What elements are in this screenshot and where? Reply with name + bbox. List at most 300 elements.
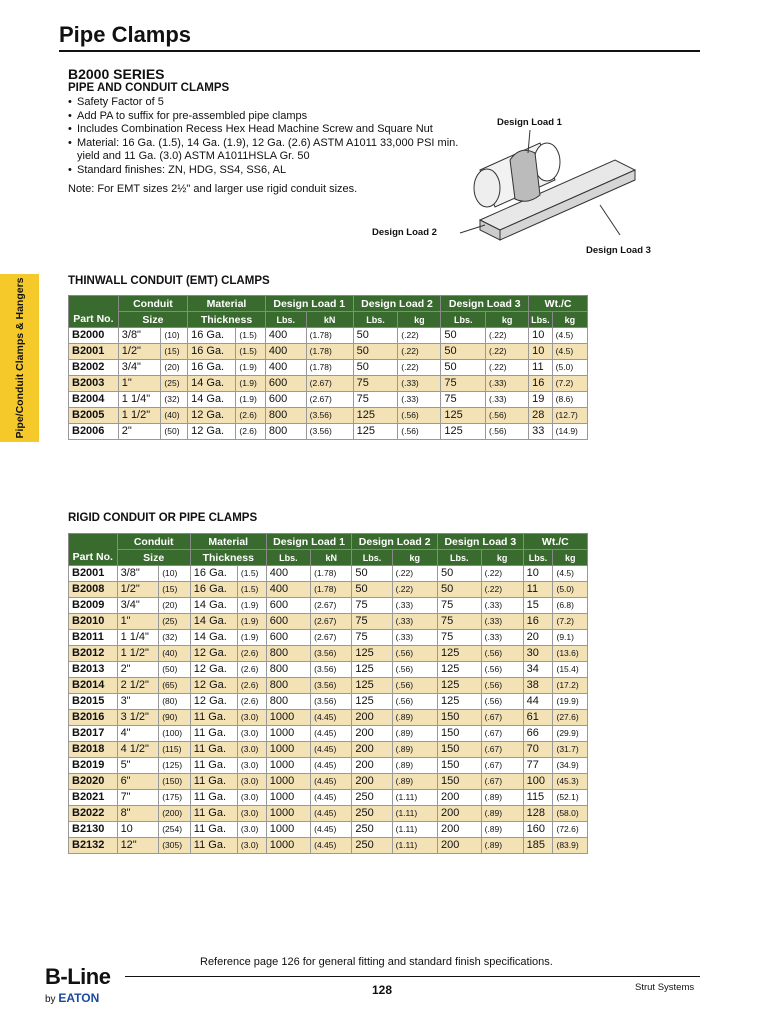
col-thickness: Thickness	[188, 312, 266, 328]
cell-size-in: 2"	[117, 662, 159, 678]
cell-dl2-lbs: 250	[352, 822, 392, 838]
cell-dl1-kn: (3.56)	[306, 424, 353, 440]
cell-thickness-mm: (2.6)	[236, 424, 266, 440]
cell-dl1-kn: (2.67)	[311, 614, 352, 630]
title-rule	[59, 50, 700, 52]
cell-wt-kg: (52.1)	[553, 790, 588, 806]
cell-gauge: 16 Ga.	[190, 566, 237, 582]
cell-wt-lbs: 28	[529, 408, 553, 424]
cell-wt-kg: (15.4)	[553, 662, 588, 678]
cell-gauge: 14 Ga.	[190, 630, 237, 646]
cell-dl1-lbs: 1000	[266, 726, 310, 742]
cell-dl2-kg: (.22)	[398, 360, 441, 376]
cell-dl3-kg: (.89)	[481, 806, 523, 822]
cell-part-no: B2004	[69, 392, 119, 408]
cell-size-mm: (305)	[159, 838, 191, 854]
cell-size-in: 7"	[117, 790, 159, 806]
col-dl1-lbs: Lbs.	[265, 312, 306, 328]
cell-gauge: 14 Ga.	[188, 392, 236, 408]
cell-dl1-kn: (3.56)	[306, 408, 353, 424]
cell-gauge: 12 Ga.	[190, 678, 237, 694]
cell-part-no: B2001	[69, 344, 119, 360]
cell-dl2-lbs: 125	[353, 408, 398, 424]
cell-dl3-lbs: 125	[438, 694, 482, 710]
cell-dl1-kn: (4.45)	[311, 726, 352, 742]
cell-dl3-lbs: 125	[438, 662, 482, 678]
cell-size-in: 2"	[118, 424, 161, 440]
cell-dl1-lbs: 1000	[266, 774, 310, 790]
cell-size-mm: (200)	[159, 806, 191, 822]
col-dl2-kg: kg	[398, 312, 441, 328]
cell-dl3-kg: (.33)	[486, 376, 529, 392]
cell-dl3-kg: (.33)	[486, 392, 529, 408]
cell-wt-lbs: 10	[529, 344, 553, 360]
cell-gauge: 16 Ga.	[188, 360, 236, 376]
cell-size-in: 3/8"	[118, 328, 161, 344]
cell-dl1-lbs: 600	[266, 630, 310, 646]
col-dl3: Design Load 3	[441, 296, 529, 312]
cell-size-mm: (32)	[159, 630, 191, 646]
cell-size-in: 1"	[118, 376, 161, 392]
cell-dl1-kn: (4.45)	[311, 710, 352, 726]
cell-gauge: 12 Ga.	[190, 646, 237, 662]
table-row	[69, 806, 588, 822]
cell-wt-lbs: 11	[529, 360, 553, 376]
cell-dl2-kg: (1.11)	[392, 838, 437, 854]
cell-wt-lbs: 33	[529, 424, 553, 440]
cell-size-mm: (25)	[159, 614, 191, 630]
design-load-1-label: Design Load 1	[497, 117, 562, 128]
cell-wt-lbs: 66	[523, 726, 553, 742]
cell-size-mm: (254)	[159, 822, 191, 838]
cell-wt-lbs: 16	[529, 376, 553, 392]
cell-size-mm: (10)	[161, 328, 188, 344]
cell-wt-kg: (14.9)	[552, 424, 587, 440]
cell-dl2-kg: (.33)	[392, 630, 437, 646]
cell-dl1-kn: (3.56)	[311, 694, 352, 710]
cell-dl2-lbs: 250	[352, 806, 392, 822]
cell-size-mm: (15)	[161, 344, 188, 360]
cell-dl3-lbs: 50	[438, 582, 482, 598]
cell-dl2-kg: (.56)	[392, 646, 437, 662]
cell-dl3-kg: (.67)	[481, 742, 523, 758]
cell-dl2-lbs: 125	[352, 678, 392, 694]
cell-wt-lbs: 30	[523, 646, 553, 662]
cell-dl2-kg: (.33)	[398, 392, 441, 408]
cell-dl3-lbs: 50	[438, 566, 482, 582]
cell-dl2-kg: (1.11)	[392, 822, 437, 838]
cell-size-in: 10	[117, 822, 159, 838]
cell-part-no: B2017	[69, 726, 118, 742]
cell-size-in: 1/2"	[117, 582, 159, 598]
cell-wt-lbs: 128	[523, 806, 553, 822]
cell-dl3-lbs: 125	[441, 408, 486, 424]
table-row	[69, 630, 588, 646]
cell-dl3-lbs: 200	[438, 806, 482, 822]
cell-dl2-lbs: 50	[352, 566, 392, 582]
cell-gauge: 11 Ga.	[190, 838, 237, 854]
cell-gauge: 16 Ga.	[188, 328, 236, 344]
cell-wt-kg: (19.9)	[553, 694, 588, 710]
cell-part-no: B2001	[69, 566, 118, 582]
col-wt: Wt./C	[523, 534, 587, 550]
table-row	[69, 614, 588, 630]
cell-wt-lbs: 115	[523, 790, 553, 806]
cell-wt-kg: (29.9)	[553, 726, 588, 742]
table-row	[69, 662, 588, 678]
cell-dl3-kg: (.67)	[481, 726, 523, 742]
cell-dl1-kn: (4.45)	[311, 742, 352, 758]
col-wt-kg: kg	[553, 550, 588, 566]
cell-dl2-kg: (.56)	[392, 694, 437, 710]
cell-size-in: 1 1/4"	[117, 630, 159, 646]
cell-dl1-lbs: 600	[265, 392, 306, 408]
cell-gauge: 14 Ga.	[190, 614, 237, 630]
cell-gauge: 11 Ga.	[190, 710, 237, 726]
cell-dl1-lbs: 400	[265, 344, 306, 360]
series-title: B2000 SERIES	[68, 66, 165, 82]
cell-wt-kg: (7.2)	[552, 376, 587, 392]
cell-dl2-lbs: 75	[352, 598, 392, 614]
cell-thickness-mm: (1.9)	[236, 360, 266, 376]
cell-dl2-kg: (.89)	[392, 758, 437, 774]
col-dl2-kg: kg	[392, 550, 437, 566]
cell-dl2-kg: (.33)	[392, 598, 437, 614]
col-size: Size	[117, 550, 190, 566]
cell-dl2-lbs: 75	[352, 630, 392, 646]
cell-size-in: 3/8"	[117, 566, 159, 582]
cell-dl1-lbs: 1000	[266, 790, 310, 806]
cell-part-no: B2009	[69, 598, 118, 614]
cell-dl2-kg: (.56)	[398, 424, 441, 440]
cell-dl1-kn: (1.78)	[311, 566, 352, 582]
cell-dl3-kg: (.33)	[481, 614, 523, 630]
cell-size-in: 3/4"	[118, 360, 161, 376]
cell-dl3-lbs: 50	[441, 360, 486, 376]
cell-dl3-kg: (.22)	[481, 566, 523, 582]
cell-wt-kg: (13.6)	[553, 646, 588, 662]
cell-dl1-kn: (4.45)	[311, 790, 352, 806]
cell-dl2-lbs: 50	[353, 328, 398, 344]
cell-dl3-kg: (.89)	[481, 822, 523, 838]
cell-thickness-mm: (3.0)	[237, 742, 266, 758]
cell-dl2-kg: (.22)	[392, 566, 437, 582]
cell-wt-lbs: 10	[523, 566, 553, 582]
cell-dl1-lbs: 400	[266, 582, 310, 598]
cell-dl1-kn: (1.78)	[306, 344, 353, 360]
table-row	[69, 328, 588, 344]
cell-wt-lbs: 70	[523, 742, 553, 758]
cell-thickness-mm: (1.5)	[236, 344, 266, 360]
cell-dl3-kg: (.56)	[481, 662, 523, 678]
table-row	[69, 566, 588, 582]
footer-rule	[125, 976, 700, 977]
cell-part-no: B2020	[69, 774, 118, 790]
cell-gauge: 11 Ga.	[190, 806, 237, 822]
cell-wt-kg: (7.2)	[553, 614, 588, 630]
cell-gauge: 11 Ga.	[190, 790, 237, 806]
cell-size-mm: (175)	[159, 790, 191, 806]
cell-dl1-kn: (2.67)	[306, 392, 353, 408]
col-wt-lbs: Lbs.	[529, 312, 553, 328]
cell-gauge: 11 Ga.	[190, 726, 237, 742]
cell-wt-lbs: 15	[523, 598, 553, 614]
cell-size-mm: (25)	[161, 376, 188, 392]
col-dl1: Design Load 1	[266, 534, 352, 550]
cell-dl2-kg: (1.11)	[392, 790, 437, 806]
cell-dl3-kg: (.89)	[481, 790, 523, 806]
cell-size-mm: (90)	[159, 710, 191, 726]
cell-size-in: 6"	[117, 774, 159, 790]
cell-size-mm: (20)	[161, 360, 188, 376]
rigid-table-body	[69, 566, 588, 854]
cell-dl3-kg: (.33)	[481, 598, 523, 614]
cell-gauge: 11 Ga.	[190, 822, 237, 838]
col-size: Size	[118, 312, 187, 328]
cell-dl1-lbs: 400	[266, 566, 310, 582]
section-side-tab	[0, 274, 39, 442]
cell-size-in: 12"	[117, 838, 159, 854]
cell-part-no: B2010	[69, 614, 118, 630]
cell-dl1-kn: (1.78)	[311, 582, 352, 598]
cell-wt-lbs: 61	[523, 710, 553, 726]
cell-dl2-kg: (.56)	[392, 662, 437, 678]
cell-wt-lbs: 185	[523, 838, 553, 854]
cell-part-no: B2008	[69, 582, 118, 598]
cell-size-mm: (40)	[161, 408, 188, 424]
cell-size-in: 4 1/2"	[117, 742, 159, 758]
cell-wt-lbs: 10	[529, 328, 553, 344]
cell-part-no: B2005	[69, 408, 119, 424]
design-load-3-label: Design Load 3	[586, 245, 651, 256]
cell-dl1-kn: (4.45)	[311, 758, 352, 774]
cell-wt-lbs: 77	[523, 758, 553, 774]
cell-dl3-kg: (.22)	[481, 582, 523, 598]
cell-dl2-lbs: 50	[352, 582, 392, 598]
cell-dl1-kn: (4.45)	[311, 806, 352, 822]
col-dl3-kg: kg	[481, 550, 523, 566]
col-dl3-lbs: Lbs.	[438, 550, 482, 566]
clamp-illustration	[440, 125, 660, 245]
cell-dl3-lbs: 125	[438, 646, 482, 662]
cell-part-no: B2013	[69, 662, 118, 678]
emt-section-title: THINWALL CONDUIT (EMT) CLAMPS	[68, 275, 270, 287]
cell-wt-lbs: 100	[523, 774, 553, 790]
cell-thickness-mm: (2.6)	[237, 662, 266, 678]
cell-dl3-lbs: 150	[438, 726, 482, 742]
cell-size-in: 5"	[117, 758, 159, 774]
cell-gauge: 11 Ga.	[190, 742, 237, 758]
cell-dl3-lbs: 75	[438, 598, 482, 614]
cell-dl2-lbs: 125	[352, 646, 392, 662]
bline-logo: B-Line	[45, 964, 111, 989]
table-row	[69, 646, 588, 662]
footer-section-name: Strut Systems	[635, 982, 695, 993]
cell-dl3-kg: (.56)	[481, 694, 523, 710]
cell-dl2-kg: (.89)	[392, 710, 437, 726]
page-title: Pipe Clamps	[59, 22, 192, 47]
cell-dl2-lbs: 50	[353, 360, 398, 376]
cell-thickness-mm: (2.6)	[236, 408, 266, 424]
cell-thickness-mm: (1.5)	[237, 566, 266, 582]
cell-part-no: B2015	[69, 694, 118, 710]
col-dl2-lbs: Lbs.	[352, 550, 392, 566]
col-dl2-lbs: Lbs.	[353, 312, 398, 328]
cell-thickness-mm: (3.0)	[237, 822, 266, 838]
cell-wt-lbs: 16	[523, 614, 553, 630]
side-tab-label: Pipe/Conduit Clamps & Hangers	[13, 277, 26, 439]
cell-dl3-lbs: 200	[438, 790, 482, 806]
cell-dl3-lbs: 50	[441, 344, 486, 360]
cell-thickness-mm: (1.9)	[237, 630, 266, 646]
cell-thickness-mm: (2.6)	[237, 694, 266, 710]
cell-dl3-kg: (.67)	[481, 758, 523, 774]
cell-dl3-kg: (.33)	[481, 630, 523, 646]
cell-thickness-mm: (3.0)	[237, 726, 266, 742]
cell-dl1-lbs: 1000	[266, 838, 310, 854]
cell-size-in: 1/2"	[118, 344, 161, 360]
cell-size-in: 3/4"	[117, 598, 159, 614]
cell-size-in: 1"	[117, 614, 159, 630]
col-dl3: Design Load 3	[438, 534, 524, 550]
table-row	[69, 376, 588, 392]
feature-item: • Standard finishes: ZN, HDG, SS4, SS6, AL	[68, 164, 468, 178]
cell-gauge: 11 Ga.	[190, 758, 237, 774]
cell-thickness-mm: (1.9)	[236, 376, 266, 392]
cell-gauge: 12 Ga.	[188, 408, 236, 424]
cell-dl3-lbs: 200	[438, 838, 482, 854]
cell-dl2-lbs: 200	[352, 726, 392, 742]
feature-item: • Material: 16 Ga. (1.5), 14 Ga. (1.9), 12 Ga. (2.6) ASTM A1011 33,000 PSI min. yield and 11 Ga. (3.0) ASTM A1011HSLA Gr. 50	[68, 137, 468, 164]
cell-gauge: 12 Ga.	[188, 424, 236, 440]
cell-dl1-kn: (3.56)	[311, 646, 352, 662]
cell-dl1-kn: (2.67)	[311, 598, 352, 614]
cell-wt-lbs: 20	[523, 630, 553, 646]
cell-dl2-lbs: 75	[352, 614, 392, 630]
rigid-table	[68, 533, 588, 854]
col-dl1-lbs: Lbs.	[266, 550, 310, 566]
cell-dl1-lbs: 1000	[266, 742, 310, 758]
table-row	[69, 424, 588, 440]
cell-dl1-lbs: 600	[265, 376, 306, 392]
cell-gauge: 16 Ga.	[188, 344, 236, 360]
cell-size-in: 3"	[117, 694, 159, 710]
cell-part-no: B2021	[69, 790, 118, 806]
feature-list	[68, 96, 468, 177]
cell-dl1-lbs: 800	[266, 678, 310, 694]
cell-dl1-lbs: 800	[266, 662, 310, 678]
cell-dl1-kn: (1.78)	[306, 360, 353, 376]
cell-wt-kg: (6.8)	[553, 598, 588, 614]
cell-size-mm: (100)	[159, 726, 191, 742]
cell-wt-lbs: 19	[529, 392, 553, 408]
cell-part-no: B2011	[69, 630, 118, 646]
cell-dl1-lbs: 600	[266, 614, 310, 630]
eaton-wordmark: EATON	[58, 991, 100, 1005]
cell-wt-kg: (83.9)	[553, 838, 588, 854]
col-dl3-kg: kg	[486, 312, 529, 328]
cell-dl2-lbs: 250	[352, 838, 392, 854]
cell-wt-kg: (12.7)	[552, 408, 587, 424]
table-row	[69, 726, 588, 742]
cell-dl1-lbs: 800	[265, 424, 306, 440]
cell-dl3-lbs: 75	[438, 630, 482, 646]
cell-thickness-mm: (1.9)	[236, 392, 266, 408]
cell-dl2-kg: (.89)	[392, 742, 437, 758]
cell-wt-kg: (17.2)	[553, 678, 588, 694]
cell-dl3-kg: (.56)	[486, 408, 529, 424]
cell-part-no: B2130	[69, 822, 118, 838]
cell-dl3-kg: (.67)	[481, 774, 523, 790]
table-row	[69, 838, 588, 854]
cell-size-in: 8"	[117, 806, 159, 822]
cell-dl2-lbs: 125	[352, 662, 392, 678]
cell-dl1-kn: (4.45)	[311, 774, 352, 790]
cell-wt-kg: (45.3)	[553, 774, 588, 790]
feature-item: • Safety Factor of 5	[68, 96, 468, 110]
col-conduit: Conduit	[117, 534, 190, 550]
cell-dl1-lbs: 800	[266, 694, 310, 710]
cell-wt-kg: (8.6)	[552, 392, 587, 408]
cell-dl1-kn: (3.56)	[311, 678, 352, 694]
col-dl3-lbs: Lbs.	[441, 312, 486, 328]
cell-dl1-lbs: 800	[266, 646, 310, 662]
cell-size-mm: (115)	[159, 742, 191, 758]
cell-dl3-lbs: 150	[438, 710, 482, 726]
cell-size-in: 4"	[117, 726, 159, 742]
cell-size-in: 1 1/2"	[117, 646, 159, 662]
cell-dl2-kg: (.33)	[392, 614, 437, 630]
cell-dl3-lbs: 75	[438, 614, 482, 630]
cell-part-no: B2003	[69, 376, 119, 392]
cell-dl3-kg: (.22)	[486, 344, 529, 360]
table-row	[69, 774, 588, 790]
feature-item: • Add PA to suffix for pre-assembled pipe clamps	[68, 110, 468, 124]
cell-dl2-kg: (.33)	[398, 376, 441, 392]
cell-size-mm: (150)	[159, 774, 191, 790]
col-dl1-kn: kN	[306, 312, 353, 328]
cell-part-no: B2002	[69, 360, 119, 376]
cell-size-in: 3 1/2"	[117, 710, 159, 726]
cell-dl2-lbs: 50	[353, 344, 398, 360]
cell-wt-lbs: 160	[523, 822, 553, 838]
cell-size-mm: (15)	[159, 582, 191, 598]
cell-dl3-kg: (.56)	[481, 646, 523, 662]
cell-dl3-kg: (.56)	[486, 424, 529, 440]
table-row	[69, 678, 588, 694]
cell-dl1-kn: (4.45)	[311, 822, 352, 838]
col-conduit: Conduit	[118, 296, 187, 312]
emt-note: Note: For EMT sizes 2½" and larger use rigid conduit sizes.	[68, 183, 358, 195]
cell-dl3-kg: (.22)	[486, 328, 529, 344]
cell-dl3-lbs: 150	[438, 742, 482, 758]
cell-wt-kg: (72.6)	[553, 822, 588, 838]
col-dl1: Design Load 1	[265, 296, 353, 312]
cell-part-no: B2019	[69, 758, 118, 774]
cell-thickness-mm: (2.6)	[237, 646, 266, 662]
page-number: 128	[372, 983, 393, 997]
cell-wt-lbs: 44	[523, 694, 553, 710]
cell-dl2-lbs: 125	[353, 424, 398, 440]
cell-size-mm: (50)	[159, 662, 191, 678]
cell-dl1-lbs: 1000	[266, 806, 310, 822]
cell-dl1-lbs: 1000	[266, 822, 310, 838]
cell-size-mm: (50)	[161, 424, 188, 440]
cell-size-mm: (125)	[159, 758, 191, 774]
cell-gauge: 16 Ga.	[190, 582, 237, 598]
cell-dl2-kg: (1.11)	[392, 806, 437, 822]
cell-dl2-kg: (.22)	[398, 328, 441, 344]
